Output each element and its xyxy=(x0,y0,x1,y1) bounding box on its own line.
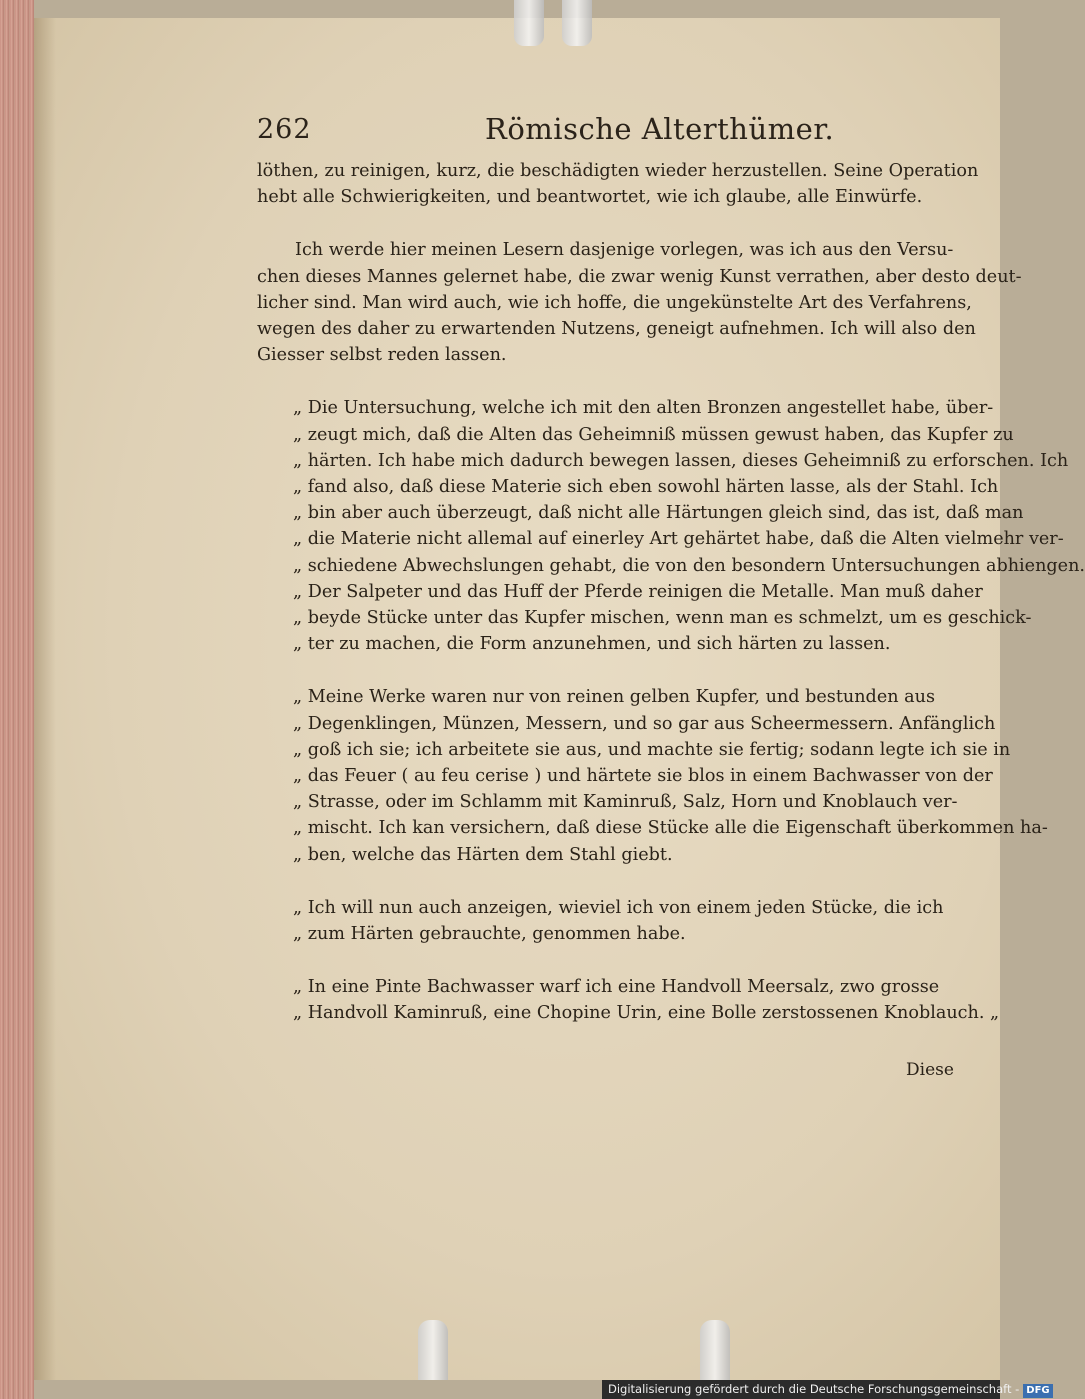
paragraph xyxy=(257,895,963,947)
text-line: Giesser selbst reden lassen. xyxy=(257,345,507,366)
text-line: „ Handvoll Kaminruß, eine Chopine Urin, eine Bolle zerstossenen Knoblauch. „ xyxy=(293,1003,1000,1024)
text-line: „ ben, welche das Härten dem Stahl giebt. xyxy=(293,844,673,865)
paragraph-gap xyxy=(257,368,963,395)
text-line: „ Meine Werke waren nur von reinen gelben Kupfer, und bestunden aus xyxy=(293,687,935,708)
text-line: „ fand also, daß diese Materie sich eben sowohl härten lasse, als der Stahl. Ich xyxy=(293,477,999,498)
paragraph xyxy=(257,158,979,210)
text-line: „ Strasse, oder im Schlamm mit Kaminruß, Salz, Horn und Knoblauch ver- xyxy=(293,792,958,813)
paragraph-gap xyxy=(257,947,963,974)
footer-credit-text: Digitalisierung gefördert durch die Deutsche Forschungsgemeinschaft - xyxy=(608,1382,1020,1396)
page-clip-top-left xyxy=(514,0,544,46)
text-line: „ zum Härten gebrauchte, genommen habe. xyxy=(293,924,686,945)
dfg-logo: DFG xyxy=(1023,1384,1052,1398)
text-line: „ beyde Stücke unter das Kupfer mischen, wenn man es schmelzt, um es geschick- xyxy=(293,608,1032,629)
paragraph-gap xyxy=(257,210,963,237)
text-line: „ goß ich sie; ich arbeitete sie aus, und machte sie fertig; sodann legte ich sie in xyxy=(293,739,1011,760)
text-line: „ Der Salpeter und das Huff der Pferde reinigen die Metalle. Man muß daher xyxy=(293,581,983,602)
page-number: 262 xyxy=(257,114,312,145)
text-line: „ zeugt mich, daß die Alten das Geheimniß müssen gewust haben, das Kupfer zu xyxy=(293,424,1014,445)
footer-credit xyxy=(602,1380,1050,1399)
page-clip-bottom-right xyxy=(700,1320,730,1380)
paragraph xyxy=(257,684,1048,867)
text-line: wegen des daher zu erwartenden Nutzens, geneigt aufnehmen. Ich will also den xyxy=(257,319,976,340)
text-line: licher sind. Man wird auch, wie ich hoffe, die ungekünstelte Art des Verfahrens, xyxy=(257,292,972,313)
paragraph xyxy=(257,974,1000,1026)
text-line: „ Ich will nun auch anzeigen, wieviel ich von einem jeden Stücke, die ich xyxy=(293,897,944,918)
text-line: „ Die Untersuchung, welche ich mit den alten Bronzen angestellet habe, über- xyxy=(293,398,994,419)
page-header xyxy=(257,108,963,152)
text-line: „ ter zu machen, die Form anzunehmen, und sich härten zu lassen. xyxy=(293,634,891,655)
text-line: „ In eine Pinte Bachwasser warf ich eine Handvoll Meersalz, zwo grosse xyxy=(293,977,940,998)
page-clip-top-right xyxy=(562,0,592,46)
text-line: „ schiedene Abwechslungen gehabt, die von den besondern Untersuchungen abhiengen. xyxy=(293,555,1085,576)
running-title: Römische Alterthümer. xyxy=(485,112,835,146)
catchword: Diese xyxy=(906,1060,954,1080)
text-line: „ das Feuer ( au feu cerise ) und härtete sie blos in einem Bachwasser von der xyxy=(293,766,993,787)
text-line: Ich werde hier meinen Lesern dasjenige vorlegen, was ich aus den Versu- xyxy=(295,240,954,261)
text-line: löthen, zu reinigen, kurz, die beschädigten wieder herzustellen. Seine Operation xyxy=(257,161,979,181)
body-text xyxy=(257,158,1085,1027)
text-line: „ härten. Ich habe mich dadurch bewegen lassen, dieses Geheimniß zu erforschen. Ich xyxy=(293,450,1069,471)
text-line: „ Degenklingen, Münzen, Messern, und so gar aus Scheermessern. Anfänglich xyxy=(293,713,996,734)
paragraph xyxy=(257,237,1022,368)
text-line: „ bin aber auch überzeugt, daß nicht alle Härtungen gleich sind, das ist, daß man xyxy=(293,503,1024,524)
text-line: „ die Materie nicht allemal auf einerley Art gehärtet habe, daß die Alten vielmehr ver- xyxy=(293,529,1064,550)
paragraph-gap xyxy=(257,657,963,684)
text-line: „ mischt. Ich kan versichern, daß diese Stücke alle die Eigenschaft überkommen ha- xyxy=(293,818,1048,839)
paragraph-gap xyxy=(257,868,963,895)
text-line: chen dieses Mannes gelernet habe, die zwar wenig Kunst verrathen, aber desto deut- xyxy=(257,266,1022,287)
paragraph xyxy=(257,395,1085,657)
book-edge xyxy=(0,0,34,1399)
page-clip-bottom-left xyxy=(418,1320,448,1380)
text-line: hebt alle Schwierigkeiten, und beantwortet, wie ich glaube, alle Einwürfe. xyxy=(257,187,923,208)
